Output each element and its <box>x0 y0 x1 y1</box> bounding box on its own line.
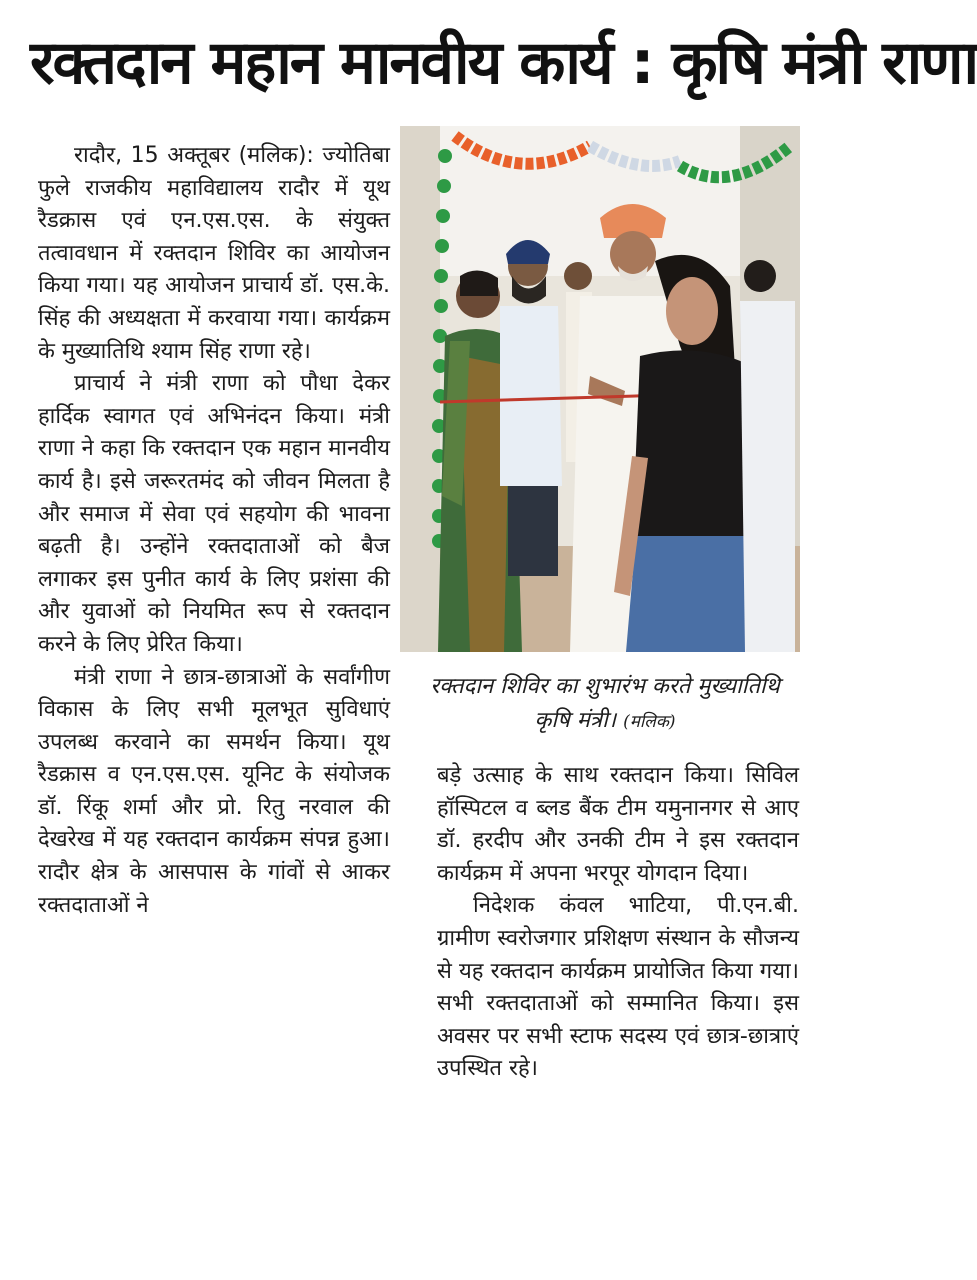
headline: रक्तदान महान मानवीय कार्य : कृषि मंत्री राणा <box>30 28 977 98</box>
article-paragraph: बड़े उत्साह के साथ रक्तदान किया। सिविल हॉस्पिटल व ब्लड बैंक टीम यमुनानगर से आए डॉ. हरदीप और उनकी टीम ने इस रक्तदान कार्यक्रम में अपना भरपूर योगदान दिया। <box>437 763 799 886</box>
paragraph-text: ज्योतिबा फुले राजकीय महाविद्यालय रादौर में यूथ रैडक्रास एवं एन.एस.एस. के संयुक्त तत्वावधान में रक्तदान शिविर का आयोजन किया गया। यह आयोजन प्राचार्य डॉ. एस.के. सिंह की अध्यक्षता में करवाया गया। कार्यक्रम के मुख्यातिथि श्याम सिंह राणा रहे। <box>38 143 390 364</box>
article-paragraph <box>38 140 390 368</box>
news-photo <box>400 126 800 652</box>
article-paragraph: प्राचार्य ने मंत्री राणा को पौधा देकर हार्दिक स्वागत एवं अभिनंदन किया। मंत्री राणा ने कहा कि रक्तदान एक महान मानवीय कार्य है। इसे जरूरतमंद को जीवन मिलता है और समाज में सेवा एवं सहयोग की भावना बढ़ती है। उन्होंने रक्तदाताओं को बैज लगाकर इस पुनीत कार्य के लिए प्रशंसा की और युवाओं को नियमित रूप से रक्तदान करने के लिए प्रेरित किया। <box>38 371 390 657</box>
article-paragraph: निदेशक कंवल भाटिया, पी.एन.बी. ग्रामीण स्वरोजगार प्रशिक्षण संस्थान के सौजन्य से यह रक्तदान कार्यक्रम प्रायोजित किया गया। सभी रक्तदाताओं को सम्मानित किया। इस अवसर पर सभी स्टाफ सदस्य एवं छात्र-छात्राएं उपस्थित रहे। <box>437 893 799 1082</box>
article-paragraph: मंत्री राणा ने छात्र-छात्राओं के सर्वांगीण विकास के लिए सभी मूलभूत सुविधाएं उपलब्ध करवाने का समर्थन किया। यूथ रैडक्रास व एन.एस.एस. यूनिट के संयोजक डॉ. रिंकू शर्मा और प्रो. रितु नरवाल की देखरेख में यह रक्तदान कार्यक्रम संपन्न हुआ। रादौर क्षेत्र के आसपास के गांवों से आकर रक्तदाताओं ने <box>38 664 390 918</box>
article-column-right <box>437 760 799 1086</box>
photo-illustration <box>400 126 800 652</box>
caption-text: रक्तदान शिविर का शुभारंभ करते मुख्यातिथि कृषि मंत्री। <box>430 674 780 733</box>
photo-caption <box>425 670 785 739</box>
article-column-left <box>38 140 390 922</box>
dateline: रादौर, 15 अक्तूबर (मलिक): <box>74 143 314 168</box>
caption-credit: (मलिक) <box>623 712 676 732</box>
